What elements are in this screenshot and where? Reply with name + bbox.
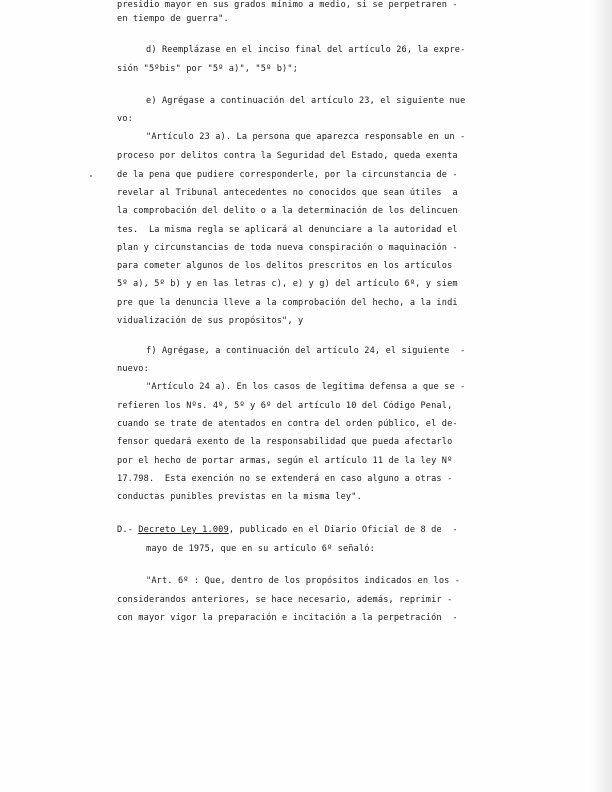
text-line xyxy=(146,95,465,107)
text-line: cuando se trate de atentados en contra del orden público, el de- xyxy=(117,419,458,429)
section-marker: D.- xyxy=(117,525,139,535)
text-line: la comprobación del delito o a la determinación de los delincuen xyxy=(117,206,458,216)
text-line: vo: xyxy=(117,114,133,124)
text-line: sión "5ºbis" por "5º a)", "5º b)"; xyxy=(117,64,299,74)
text-line: considerandos anteriores, se hace necesario, además, reprimir - xyxy=(117,595,453,605)
scan-speck xyxy=(90,175,92,177)
text-line: en tiempo de guerra". xyxy=(117,14,229,24)
text-line: vidualización de sus propósitos", y xyxy=(117,316,304,326)
text-line: conductas punibles previstas en la misma ley". xyxy=(117,492,362,502)
text-line: refieren los Nºs. 4º, 5º y 6º del artículo 10 del Código Penal, xyxy=(117,401,453,411)
text-line: mayo de 1975, que en su artículo 6º señaló: xyxy=(146,544,375,554)
text-line: nuevo: xyxy=(117,364,149,374)
text-span: , publicado en el Diario Oficial de 8 de - xyxy=(228,525,458,535)
decree-title: Decreto Ley 1.009 xyxy=(138,525,229,535)
text-line: presidio mayor en sus grados mínimo a medio, si se perpetraren - xyxy=(117,0,458,10)
text-span: e) Agrégase a continuación del artículo 23, el siguiente nue xyxy=(146,96,466,106)
text-line: para cometer algunos de los delitos prescritos en los artículos xyxy=(117,261,453,271)
text-line: con mayor vigor la preparación e incitación a la perpetración - xyxy=(117,613,458,623)
text-line: por el hecho de portar armas, según el artículo 11 de la ley Nº xyxy=(117,456,453,466)
text-line: 17.798. Esta exención no se extenderá en caso alguno a otras - xyxy=(117,474,453,484)
text-line: d) Reemplázase en el inciso final del artículo 26, la expre- xyxy=(146,45,466,55)
text-line: "Art. 6º : Que, dentro de los propósitos indicados en los - xyxy=(146,576,461,586)
text-line: fensor quedará exento de la responsabilidad que pueda afectarlo xyxy=(117,437,453,447)
text-line: de la pena que pudiere corresponderle, por la circunstancia de - xyxy=(117,170,458,180)
text-line: tes. La misma regla se aplicará al denunciare a la autoridad el xyxy=(117,225,458,235)
text-line: proceso por delitos contra la Seguridad del Estado, queda exenta xyxy=(117,151,458,161)
text-line: pre que la denuncia lleve a la comprobación del hecho, a la indi xyxy=(117,298,458,308)
text-line: plan y circunstancias de toda nueva conspiración o maquinación - xyxy=(117,243,458,253)
page-edge-shadow xyxy=(588,0,612,792)
text-line: f) Agrégase, a continuación del artículo 24, el siguiente - xyxy=(146,346,466,356)
text-line: 5º a), 5º b) y en las letras c), e) y g) del artículo 6º, y siem xyxy=(117,279,458,289)
text-line: "Artículo 24 a). En los casos de legítima defensa a que se - xyxy=(146,382,466,392)
text-line xyxy=(117,524,458,536)
text-line: "Artículo 23 a). La persona que aparezca responsable en un - xyxy=(146,132,466,142)
text-line: revelar al Tribunal antecedentes no conocidos que sean útiles a xyxy=(117,188,458,198)
